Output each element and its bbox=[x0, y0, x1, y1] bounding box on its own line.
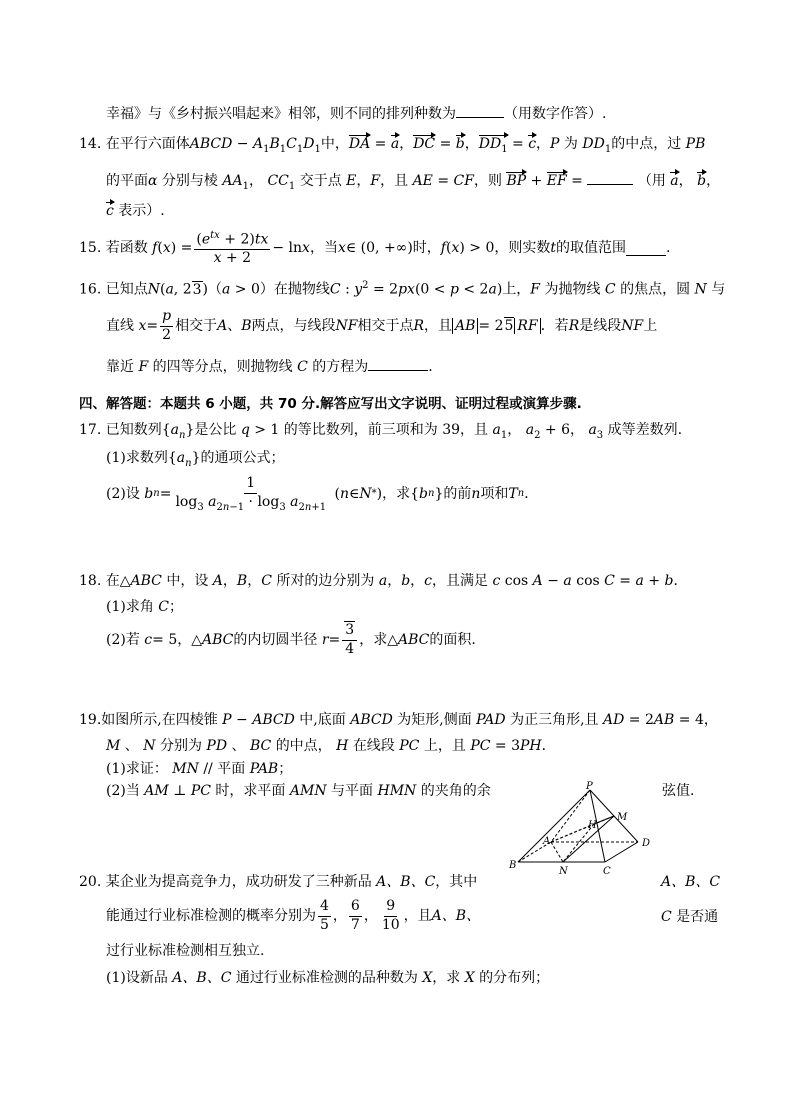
fig-label-M: M bbox=[617, 812, 628, 823]
fig-label-B: B bbox=[509, 860, 517, 871]
section-heading: 四、解答题：本题共 6 小题，共 70 分.解答应写出文字说明、证明过程或演算步骤. bbox=[79, 396, 582, 412]
answer-blank bbox=[587, 170, 633, 185]
q14-line3: c 表示）. bbox=[106, 203, 165, 219]
q15-line: 15. 若函数 f ( x ) = $\frac{(e^{tx} + 2)tx}{x + 2}$ − ln x ，当 x ∈ (0, +∞) 时， f ( x ) > 0 ，则实数 t 的取值范围 . bbox=[79, 230, 671, 267]
fraction: $\frac{6}{7}$ bbox=[350, 898, 360, 933]
q14-line2: 的平面α 分别与棱 $AA_1$， $CC_1$ 交于点 E，F，且 AE = CF，则 BP + EF = （用 a， b， bbox=[106, 170, 720, 193]
answer-blank bbox=[626, 241, 666, 256]
q18-line1: 18. 在△ABC 中，设 A，B，C 所对的边分别为 a，b，c，且满足 c cos A − a cos C = a + b． bbox=[79, 573, 688, 589]
q19-line1: 19.如图所示,在四棱锥 P − ABCD 中,底面 ABCD 为矩形,侧面 PAD 为正三角形,且 AD = 2AB = 4， bbox=[79, 712, 718, 728]
q20-part1: (1)设新品 A、B、C 通过行业标准检测的品种数为 X，求 X 的分布列； bbox=[106, 970, 550, 986]
fraction: $\frac{1}{\log_3 a_{2n-1} \cdot \log_3 a_{2n+1}}$ bbox=[175, 475, 327, 513]
fraction: $\frac{4}{5}$ bbox=[320, 898, 329, 933]
q20-line2: 能通过行业标准检测的概率分别为 $\frac{4}{5}$ ， $\frac{6}{7}$ ， $\frac{9}{10}$ ，且 A、B、 bbox=[106, 898, 481, 933]
q18-part1: (1)求角 C； bbox=[106, 599, 184, 615]
fig-label-N: N bbox=[559, 866, 568, 877]
q19-part1: (1)求证： MN // 平面 PAB； bbox=[106, 761, 293, 777]
q19-part2: (2)当 AM ⊥ PC 时，求平面 AMN 与平面 HMN 的夹角的余 bbox=[106, 783, 491, 799]
q16-line1: 16. 已知点N(a, 23)（a > 0）在抛物线C : $y^2 = 2px(0 < p < 2a)$上，F 为抛物线 C 的焦点，圆 N 与 bbox=[79, 280, 726, 298]
q14-line1: 14. 在平行六面体ABCD − $A_1B_1C_1D_1$中，DA = a，DC = b，$DD_1 = c$，P 为 $DD_1$的中点，过 PB bbox=[79, 136, 706, 155]
q16-line3: 靠近 F 的四等分点，则抛物线 C 的方程为 . bbox=[106, 356, 433, 376]
pyramid-figure bbox=[508, 780, 658, 880]
answer-blank bbox=[368, 356, 428, 371]
q18-part2: (2)若 c = 5 ，△ ABC 的内切圆半径 r = $\frac{3}{4}$ ，求△ ABC 的面积. bbox=[106, 622, 476, 657]
q20-line1-tail: A、B、C bbox=[661, 874, 721, 890]
fig-label-H: H bbox=[588, 820, 597, 831]
q20-line1: 20. 某企业为提高竞争力，成功研发了三种新品 A、B、C，其中 bbox=[79, 874, 478, 890]
answer-blank bbox=[456, 103, 504, 118]
q19-line2: M 、 N 分别为 PD 、 BC 的中点， H 在线段 PC 上，且 PC = 3PH． bbox=[106, 738, 556, 754]
fig-label-C: C bbox=[603, 866, 611, 877]
fraction: $\frac{p}{2}$ bbox=[162, 308, 172, 343]
fraction: $\frac{(e^{tx} + 2)tx}{x + 2}$ bbox=[196, 230, 269, 267]
q19-part2-tail: 弦值. bbox=[662, 783, 695, 799]
q13-tail: 幸福》与《乡村振兴唱起来》相邻，则不同的排列种数为 （用数字作答）. bbox=[106, 103, 606, 123]
q16-line2: 直线 x = $\frac{p}{2}$ 相交于 A 、 B 两点，与线段 NF 相交于点 R ，且 AB = 2 5 RF ．若 R 是线段 NF 上 bbox=[106, 308, 658, 343]
fig-label-P: P bbox=[586, 781, 593, 792]
fraction: $\frac{3}{4}$ bbox=[342, 622, 357, 658]
fig-label-D: D bbox=[642, 838, 651, 849]
fig-label-A: A bbox=[543, 836, 551, 847]
q20-line2-tail: C 是否通 bbox=[661, 909, 719, 925]
q17-part2: (2)设 b n = $\frac{1}{\log_3 a_{2n-1} \cdot \log_3 a_{2n+1}}$ ( n ∈ N * ) ，求 { b n } 的前 n 项和 T n ． bbox=[106, 475, 539, 513]
fraction: $\frac{9}{10}$ bbox=[381, 898, 400, 933]
q17-line1: 17. 已知数列$\{a_n\}$是公比 q > 1 的等比数列，前三项和为 39，且 $a_1$， $a_2 + 6$， $a_3$ 成等差数列. bbox=[79, 422, 683, 441]
q17-part1: (1)求数列$\{a_n\}$的通项公式； bbox=[106, 450, 285, 469]
q20-line3: 过行业标准检测相互独立. bbox=[106, 943, 265, 959]
